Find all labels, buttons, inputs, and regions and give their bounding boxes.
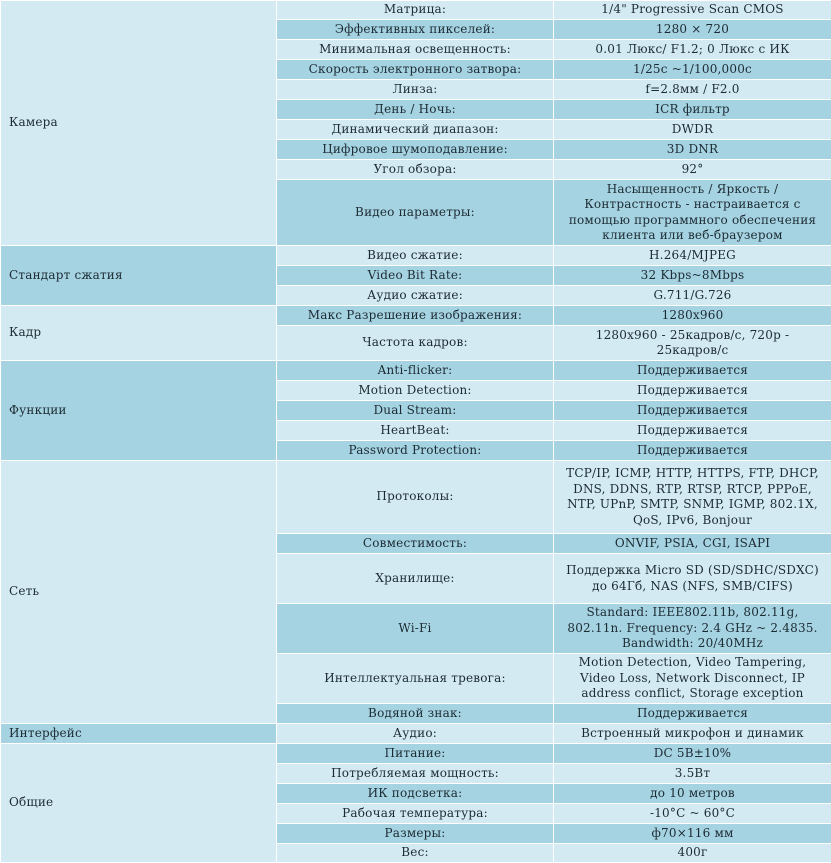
spec-value: Поддержка Micro SD (SD/SDHC/SDXC) до 64Гб, NAS (NFS, SMB/CIFS) (554, 554, 831, 604)
spec-param: Потребляемая мощность: (277, 764, 554, 784)
spec-value: Насыщенность / Яркость / Контрастность - настраивается с помощью программного обеспечения клиента или веб-браузером (554, 180, 831, 246)
spec-value: ICR фильтр (554, 100, 831, 120)
section-category: Интерфейс (1, 724, 277, 744)
spec-param: Частота кадров: (277, 326, 554, 361)
spec-value: f=2.8мм / F2.0 (554, 80, 831, 100)
spec-value: 0.01 Люкс/ F1.2; 0 Люкс с ИК (554, 40, 831, 60)
spec-param: Динамический диапазон: (277, 120, 554, 140)
spec-param: Матрица: (277, 1, 554, 20)
spec-value: 1280x960 - 25кадров/с, 720p - 25кадров/с (554, 326, 831, 361)
spec-value: до 10 метров (554, 784, 831, 804)
spec-value: H.264/MJPEG (554, 246, 831, 266)
spec-value: Motion Detection, Video Tampering, Video Loss, Network Disconnect, IP address conflict, Storage exception (554, 654, 831, 704)
spec-value: DWDR (554, 120, 831, 140)
spec-param: Питание: (277, 744, 554, 764)
spec-table-body (1, 1, 831, 863)
spec-param: Протоколы: (277, 461, 554, 534)
spec-param: Цифровое шумоподавление: (277, 140, 554, 160)
spec-param: Линза: (277, 80, 554, 100)
spec-value: Поддерживается (554, 441, 831, 461)
spec-value: 1280x960 (554, 306, 831, 326)
spec-param: Аудио сжатие: (277, 286, 554, 306)
spec-value: Встроенный микрофон и динамик (554, 724, 831, 744)
spec-param: Аудио: (277, 724, 554, 744)
spec-value: Standard: IEEE802.11b, 802.11g, 802.11n. Frequency: 2.4 GHz ~ 2.4835. Bandwidth: 20/40MHz (554, 604, 831, 654)
spec-param: Рабочая температура: (277, 804, 554, 824)
spec-param: Anti-flicker: (277, 361, 554, 381)
section-category: Сеть (1, 461, 277, 724)
spec-param: Эффективных пикселей: (277, 20, 554, 40)
section-category: Стандарт сжатия (1, 246, 277, 306)
spec-row (1, 461, 831, 534)
spec-param: День / Ночь: (277, 100, 554, 120)
spec-row (1, 1, 831, 20)
spec-param: Video Bit Rate: (277, 266, 554, 286)
spec-param: Водяной знак: (277, 704, 554, 724)
spec-param: Dual Stream: (277, 401, 554, 421)
spec-value: Поддерживается (554, 401, 831, 421)
spec-param: Видео параметры: (277, 180, 554, 246)
spec-param: HeartBeat: (277, 421, 554, 441)
spec-param: Password Protection: (277, 441, 554, 461)
spec-value: 3D DNR (554, 140, 831, 160)
spec-param: Минимальная освещенность: (277, 40, 554, 60)
spec-value: 32 Kbps~8Mbps (554, 266, 831, 286)
section-category: Камера (1, 1, 277, 246)
section-category: Общие (1, 744, 277, 863)
spec-param: Совместимость: (277, 534, 554, 554)
spec-value: -10°C ~ 60°C (554, 804, 831, 824)
spec-param: Видео сжатие: (277, 246, 554, 266)
section-category: Кадр (1, 306, 277, 361)
spec-value: TCP/IP, ICMP, HTTP, HTTPS, FTP, DHCP, DNS, DDNS, RTP, RTSP, RTCP, PPPoE, NTP, UPnP, SMTP, SNMP, IGMP, 802.1X, QoS, IPv6, Bonjour (554, 461, 831, 534)
spec-row (1, 361, 831, 381)
spec-param: ИК подсветка: (277, 784, 554, 804)
spec-value: DC 5В±10% (554, 744, 831, 764)
spec-param: Вес: (277, 844, 554, 863)
spec-value: Поддерживается (554, 381, 831, 401)
spec-param: Скорость электронного затвора: (277, 60, 554, 80)
spec-param: Motion Detection: (277, 381, 554, 401)
spec-param: Размеры: (277, 824, 554, 844)
spec-row (1, 724, 831, 744)
spec-param: Макс Разрешение изображения: (277, 306, 554, 326)
spec-value: 3.5Вт (554, 764, 831, 784)
spec-row (1, 306, 831, 326)
spec-value: Поддерживается (554, 361, 831, 381)
section-category: Функции (1, 361, 277, 461)
spec-row (1, 246, 831, 266)
spec-param: Wi-Fi (277, 604, 554, 654)
spec-param: Интеллектуальная тревога: (277, 654, 554, 704)
spec-value: G.711/G.726 (554, 286, 831, 306)
spec-value: Поддерживается (554, 704, 831, 724)
spec-value: 400г (554, 844, 831, 863)
spec-value: ф70×116 мм (554, 824, 831, 844)
spec-value: 1/4" Progressive Scan CMOS (554, 1, 831, 20)
spec-value: 1/25с ~1/100,000с (554, 60, 831, 80)
spec-value: 1280 × 720 (554, 20, 831, 40)
spec-value: 92° (554, 160, 831, 180)
spec-value: Поддерживается (554, 421, 831, 441)
spec-param: Хранилище: (277, 554, 554, 604)
spec-row (1, 744, 831, 764)
spec-param: Угол обзора: (277, 160, 554, 180)
spec-value: ONVIF, PSIA, CGI, ISAPI (554, 534, 831, 554)
